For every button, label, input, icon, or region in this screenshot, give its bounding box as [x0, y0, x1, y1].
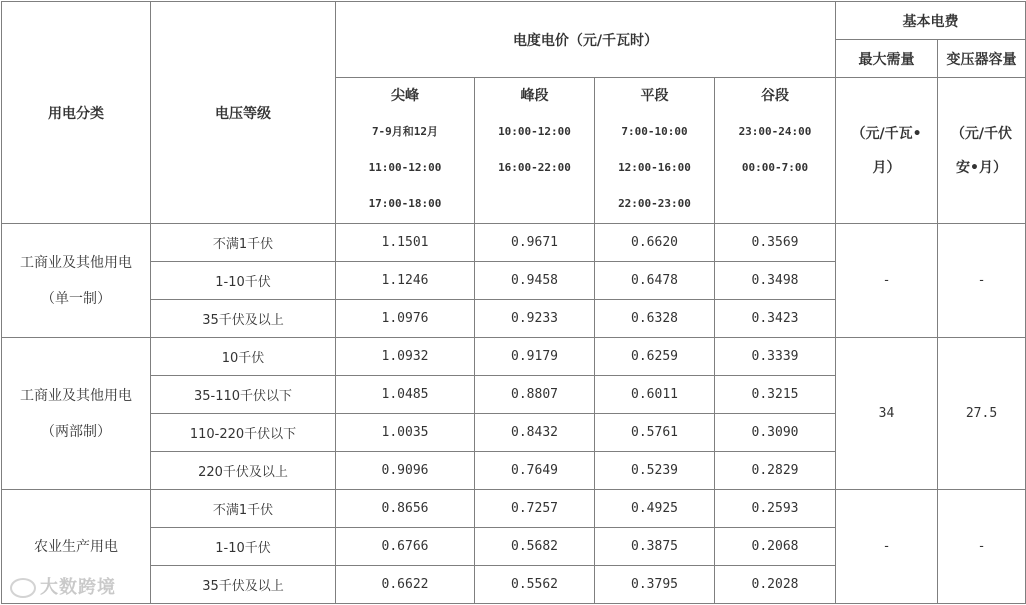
- price-cell: 0.2028: [715, 566, 836, 604]
- price-cell: 0.3498: [715, 262, 836, 300]
- table-row: [2, 224, 1026, 262]
- price-cell: 0.9179: [475, 338, 595, 376]
- transformer-cell: -: [938, 490, 1026, 604]
- max-demand-cell: 34: [836, 338, 938, 490]
- price-cell: 0.8432: [475, 414, 595, 452]
- price-cell: 0.6011: [595, 376, 715, 414]
- price-cell: 0.6259: [595, 338, 715, 376]
- price-cell: 0.9233: [475, 300, 595, 338]
- price-table: [1, 1, 1026, 604]
- watermark: 大数跨境: [10, 573, 116, 599]
- price-cell: 0.3215: [715, 376, 836, 414]
- table-row: [2, 490, 1026, 528]
- price-cell: 0.6620: [595, 224, 715, 262]
- category-header: 用电分类: [2, 2, 151, 224]
- price-cell: 0.3795: [595, 566, 715, 604]
- price-cell: 0.7649: [475, 452, 595, 490]
- price-cell: 0.3423: [715, 300, 836, 338]
- price-cell: 0.2593: [715, 490, 836, 528]
- voltage-cell: 35千伏及以上: [151, 300, 336, 338]
- price-group-header: 电度电价（元/千瓦时）: [336, 2, 836, 78]
- voltage-cell: 10千伏: [151, 338, 336, 376]
- price-cell: 0.5239: [595, 452, 715, 490]
- price-cell: 0.3569: [715, 224, 836, 262]
- voltage-cell: 35-110千伏以下: [151, 376, 336, 414]
- price-cell: 1.1501: [336, 224, 475, 262]
- transformer-cell: -: [938, 224, 1026, 338]
- price-cell: 0.7257: [475, 490, 595, 528]
- voltage-cell: 不满1千伏: [151, 490, 336, 528]
- price-cell: 1.0932: [336, 338, 475, 376]
- price-cell: 0.3090: [715, 414, 836, 452]
- price-cell: 0.5682: [475, 528, 595, 566]
- price-cell: 1.0485: [336, 376, 475, 414]
- price-cell: 0.6478: [595, 262, 715, 300]
- transformer-header: 变压器容量: [938, 40, 1026, 78]
- price-cell: 0.5761: [595, 414, 715, 452]
- price-cell: 0.2068: [715, 528, 836, 566]
- voltage-cell: 110-220千伏以下: [151, 414, 336, 452]
- max-demand-header: 最大需量: [836, 40, 938, 78]
- price-cell: 1.0976: [336, 300, 475, 338]
- max-demand-cell: -: [836, 490, 938, 604]
- price-cell: 1.0035: [336, 414, 475, 452]
- transformer-cell: 27.5: [938, 338, 1026, 490]
- voltage-cell: 220千伏及以上: [151, 452, 336, 490]
- basic-fee-header: 基本电费: [836, 2, 1026, 40]
- price-cell: 0.5562: [475, 566, 595, 604]
- category-cell: 工商业及其他用电 （单一制）: [2, 224, 151, 338]
- price-cell: 0.8807: [475, 376, 595, 414]
- price-cell: 0.2829: [715, 452, 836, 490]
- voltage-cell: 35千伏及以上: [151, 566, 336, 604]
- price-cell: 0.6328: [595, 300, 715, 338]
- price-cell: 0.3875: [595, 528, 715, 566]
- price-cell: 0.8656: [336, 490, 475, 528]
- price-cell: 0.6766: [336, 528, 475, 566]
- voltage-cell: 1-10千伏: [151, 262, 336, 300]
- category-cell: 工商业及其他用电 （两部制）: [2, 338, 151, 490]
- price-cell: 0.3339: [715, 338, 836, 376]
- table-row: [2, 338, 1026, 376]
- period-peak-header: 尖峰 7-9月和12月 11:00-12:00 17:00-18:00: [336, 78, 475, 224]
- transformer-unit: （元/千伏 安•月）: [938, 78, 1026, 224]
- voltage-header: 电压等级: [151, 2, 336, 224]
- price-cell: 0.4925: [595, 490, 715, 528]
- voltage-cell: 1-10千伏: [151, 528, 336, 566]
- period-high-header: 峰段 10:00-12:00 16:00-22:00: [475, 78, 595, 224]
- logo-icon: [10, 578, 36, 598]
- price-cell: 0.9458: [475, 262, 595, 300]
- period-flat-header: 平段 7:00-10:00 12:00-16:00 22:00-23:00: [595, 78, 715, 224]
- period-valley-header: 谷段 23:00-24:00 00:00-7:00: [715, 78, 836, 224]
- price-cell: 0.9096: [336, 452, 475, 490]
- price-cell: 0.9671: [475, 224, 595, 262]
- max-demand-cell: -: [836, 224, 938, 338]
- max-demand-unit: （元/千瓦• 月）: [836, 78, 938, 224]
- price-cell: 0.6622: [336, 566, 475, 604]
- price-cell: 1.1246: [336, 262, 475, 300]
- voltage-cell: 不满1千伏: [151, 224, 336, 262]
- category-cell: 农业生产用电: [2, 490, 151, 604]
